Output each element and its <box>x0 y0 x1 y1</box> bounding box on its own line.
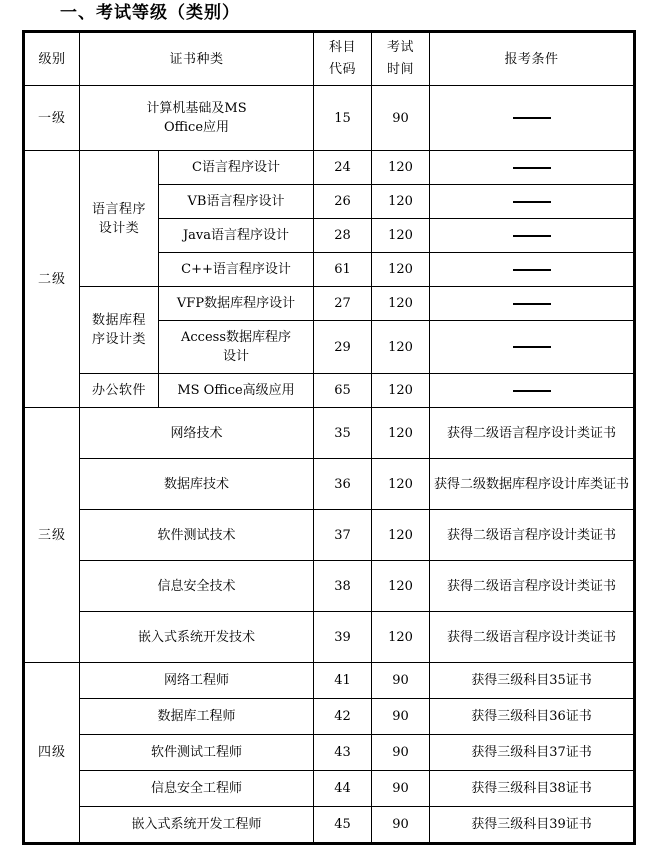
table-row <box>24 151 635 185</box>
subcategory-line2: 序设计类 <box>91 332 146 347</box>
table-row <box>24 510 635 561</box>
header-requirement: 报考条件 <box>430 32 635 86</box>
requirement-cell: 获得二级数据库程序设计库类证书 <box>430 459 635 510</box>
em-dash-icon <box>513 235 551 237</box>
subject-code-cell: 38 <box>314 561 372 612</box>
em-dash-icon <box>513 201 551 203</box>
requirement-cell: 获得三级科目35证书 <box>430 663 635 699</box>
requirement-cell: 获得二级语言程序设计类证书 <box>430 510 635 561</box>
subcategory-line2: 设计类 <box>98 220 140 236</box>
subject-code-cell: 39 <box>314 612 372 663</box>
subject-code-cell: 61 <box>314 253 372 287</box>
cert-type-cell: 数据库工程师 <box>80 699 314 735</box>
level-cell: 三级 <box>24 408 80 663</box>
subject-code-cell: 35 <box>314 408 372 459</box>
cert-type-line1: 计算机基础及MS <box>146 101 247 116</box>
subject-code-cell: 65 <box>314 374 372 408</box>
table-row <box>24 459 635 510</box>
exam-time-cell: 90 <box>372 699 430 735</box>
header-cert-type: 证书种类 <box>80 32 314 86</box>
subject-code-cell: 42 <box>314 699 372 735</box>
requirement-cell <box>430 253 635 287</box>
subject-code-cell: 36 <box>314 459 372 510</box>
header-level: 级别 <box>24 32 80 86</box>
subject-code-cell: 41 <box>314 663 372 699</box>
cert-type-cell: C语言程序设计 <box>159 151 314 185</box>
subject-code-cell: 24 <box>314 151 372 185</box>
subcategory-cell <box>80 151 159 287</box>
requirement-cell: 获得二级语言程序设计类证书 <box>430 612 635 663</box>
table-row <box>24 287 635 321</box>
table-row <box>24 374 635 408</box>
table-row <box>24 663 635 699</box>
em-dash-icon <box>513 346 551 348</box>
subject-code-cell: 15 <box>314 86 372 151</box>
cert-type-cell: 软件测试工程师 <box>80 735 314 771</box>
table-header <box>24 32 635 86</box>
exam-time-cell: 90 <box>372 86 430 151</box>
exam-time-cell: 120 <box>372 219 430 253</box>
table-row <box>24 699 635 735</box>
table-row <box>24 735 635 771</box>
level-cell: 二级 <box>24 151 80 408</box>
subcategory-line1: 语言程序 <box>91 201 146 217</box>
cert-type-cell: 网络工程师 <box>80 663 314 699</box>
requirement-cell <box>430 374 635 408</box>
requirement-cell: 获得二级语言程序设计类证书 <box>430 561 635 612</box>
exam-time-cell: 120 <box>372 561 430 612</box>
cert-type-line2: Office应用 <box>163 120 230 135</box>
level-cell: 一级 <box>24 86 80 151</box>
exam-time-cell: 120 <box>372 408 430 459</box>
table-row <box>24 612 635 663</box>
requirement-cell <box>430 151 635 185</box>
em-dash-icon <box>513 167 551 169</box>
exam-time-cell: 120 <box>372 321 430 374</box>
cert-type-cell: 信息安全技术 <box>80 561 314 612</box>
em-dash-icon <box>513 117 551 119</box>
level-cell: 四级 <box>24 663 80 844</box>
requirement-cell: 获得三级科目38证书 <box>430 771 635 807</box>
table-row <box>24 807 635 844</box>
em-dash-icon <box>513 303 551 305</box>
exam-time-cell: 120 <box>372 374 430 408</box>
cert-type-cell: C++语言程序设计 <box>159 253 314 287</box>
subject-code-cell: 28 <box>314 219 372 253</box>
subject-code-cell: 43 <box>314 735 372 771</box>
exam-time-cell: 120 <box>372 612 430 663</box>
table-row <box>24 86 635 151</box>
exam-time-cell: 90 <box>372 663 430 699</box>
exam-time-cell: 120 <box>372 510 430 561</box>
subject-code-cell: 27 <box>314 287 372 321</box>
exam-grade-table-wrapper <box>22 30 633 845</box>
cert-type-cell: 软件测试技术 <box>80 510 314 561</box>
header-row <box>24 32 635 86</box>
exam-time-cell: 120 <box>372 151 430 185</box>
cert-type-cell: 嵌入式系统开发技术 <box>80 612 314 663</box>
cert-type-cell: 数据库技术 <box>80 459 314 510</box>
exam-grade-table <box>22 30 636 845</box>
cert-type-line1: Access数据库程序 <box>181 330 291 345</box>
header-subject-code <box>314 32 372 86</box>
table-row <box>24 561 635 612</box>
cert-type-cell: Java语言程序设计 <box>159 219 314 253</box>
table-body <box>24 86 635 844</box>
cert-type-cell <box>80 86 314 151</box>
requirement-cell: 获得三级科目36证书 <box>430 699 635 735</box>
subject-code-cell: 44 <box>314 771 372 807</box>
subject-code-cell: 26 <box>314 185 372 219</box>
header-exam-time-line1: 考试 <box>387 40 415 55</box>
exam-time-cell: 90 <box>372 771 430 807</box>
subject-code-cell: 29 <box>314 321 372 374</box>
subject-code-cell: 37 <box>314 510 372 561</box>
table-row <box>24 408 635 459</box>
page-title: 一、考试等级（类别） <box>60 3 240 23</box>
exam-time-cell: 120 <box>372 287 430 321</box>
requirement-cell: 获得二级语言程序设计类证书 <box>430 408 635 459</box>
subject-code-cell: 45 <box>314 807 372 844</box>
exam-time-cell: 90 <box>372 807 430 844</box>
exam-time-cell: 120 <box>372 459 430 510</box>
cert-type-line2: 设计 <box>223 349 250 364</box>
subcategory-cell: 办公软件 <box>80 374 159 408</box>
header-subject-code-line1: 科目 <box>329 40 357 55</box>
requirement-cell <box>430 287 635 321</box>
subcategory-cell <box>80 287 159 374</box>
exam-time-cell: 120 <box>372 253 430 287</box>
header-subject-code-line2: 代码 <box>329 62 357 77</box>
table-row <box>24 771 635 807</box>
exam-time-cell: 90 <box>372 735 430 771</box>
header-exam-time-line2: 时间 <box>387 62 415 77</box>
cert-type-cell: VB语言程序设计 <box>159 185 314 219</box>
subcategory-line1: 数据库程 <box>91 313 146 328</box>
requirement-cell <box>430 185 635 219</box>
requirement-cell: 获得三级科目37证书 <box>430 735 635 771</box>
cert-type-cell: 信息安全工程师 <box>80 771 314 807</box>
cert-type-cell: 嵌入式系统开发工程师 <box>80 807 314 844</box>
em-dash-icon <box>513 269 551 271</box>
cert-type-cell: 网络技术 <box>80 408 314 459</box>
header-exam-time <box>372 32 430 86</box>
cert-type-cell <box>159 321 314 374</box>
em-dash-icon <box>513 390 551 392</box>
requirement-cell <box>430 321 635 374</box>
requirement-cell: 获得三级科目39证书 <box>430 807 635 844</box>
requirement-cell <box>430 219 635 253</box>
requirement-cell <box>430 86 635 151</box>
cert-type-cell: VFP数据库程序设计 <box>159 287 314 321</box>
exam-time-cell: 120 <box>372 185 430 219</box>
cert-type-cell: MS Office高级应用 <box>159 374 314 408</box>
